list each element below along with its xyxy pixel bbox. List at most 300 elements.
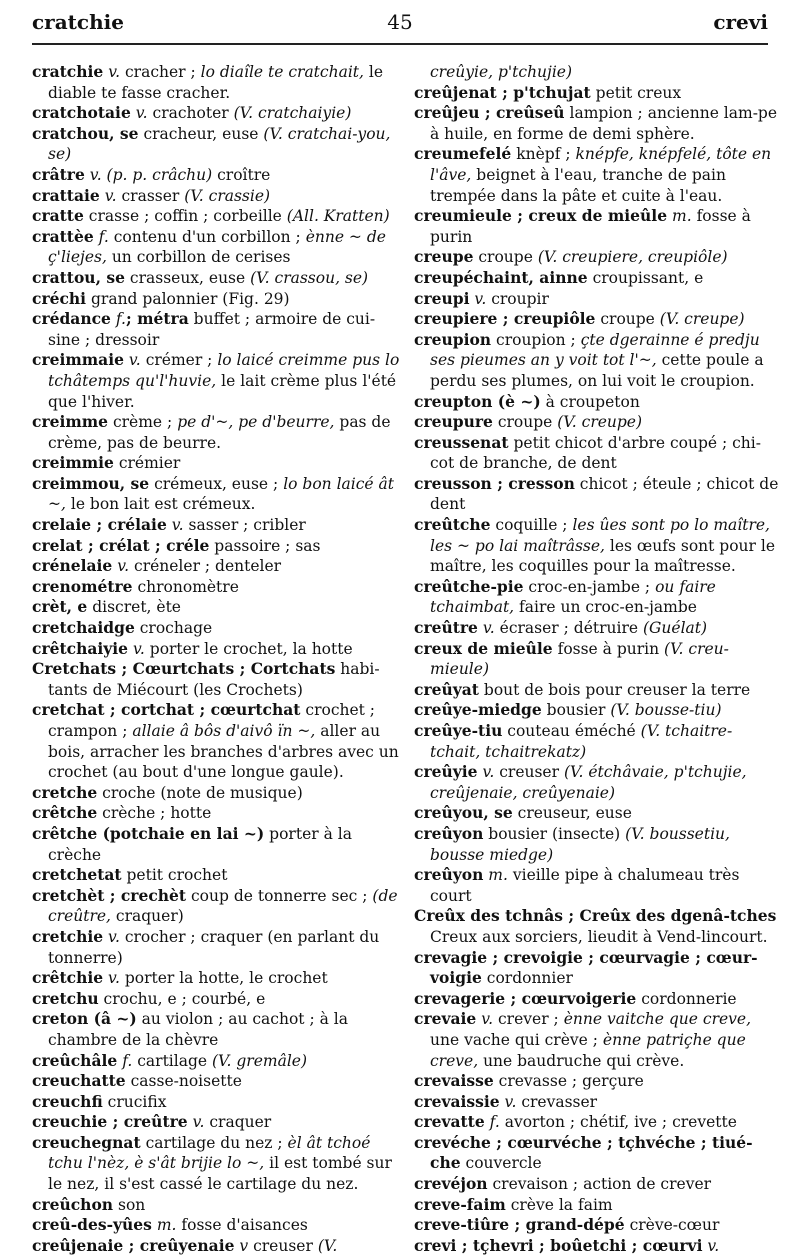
dictionary-entry [414,268,779,289]
headword: creve-tiûre ; grand-dépé [414,1215,625,1235]
grammar-note: v. [108,63,121,81]
headword: cretchu [32,988,99,1008]
dictionary-entry [32,309,404,350]
dictionary-entry [414,392,779,413]
definition: casse-noisette [130,1072,242,1091]
definition: son [118,1195,146,1214]
dictionary-entry [32,989,404,1010]
definition: petit crochet [126,866,228,885]
grammar-note: v. [108,927,120,946]
headword: creûtre [414,618,478,638]
headword: creûtche-pie [414,576,524,596]
grammar-note: f. [122,1051,133,1070]
dictionary-entry [32,597,404,618]
headword: crevaissie [414,1091,500,1111]
example: (de creûtre, [48,886,398,926]
headword: creûyie [414,762,478,782]
definition: fosse d'aisances [181,1216,308,1235]
definition: discret, ète [92,598,181,617]
grammar-note: v. [482,763,495,782]
definition: crever ; [498,1010,559,1029]
running-head-right: crevi [713,10,768,34]
definition: au violon ; au cachot ; à la chambre de la chèvre [48,1010,348,1049]
example: (V. creupe) [557,413,643,432]
definition: passoire ; sas [214,536,321,555]
translation: une baudruche qui crève. [483,1051,685,1070]
example: (V. étchâvaie, p'tchujie, creûjenaie, creûyenaie) [430,763,747,802]
definition: couteau éméché [507,722,636,740]
headword: crevéjon [414,1174,488,1194]
headword: cratchotaie [32,103,131,123]
dictionary-entry [32,865,404,886]
dictionary-entry [414,1236,779,1256]
right-column [414,62,779,1256]
dictionary-entry [32,206,404,227]
grammar-note: m. [672,207,692,226]
definition: crevaison ; action de crever [492,1175,712,1194]
translation: aller au bois, arracher les branches d'arbres avec un crochet (au bout d'une longue gaule). [48,722,399,782]
headword: creuchatte [32,1071,126,1091]
dictionary-entry [32,62,404,103]
dictionary-entry [32,700,404,782]
definition: crochu, e ; courbé, e [103,989,266,1008]
headword: crénelaie [32,556,113,576]
definition: crève-cœur [629,1216,720,1235]
dictionary-entry [32,618,404,639]
dictionary-entry [414,1215,779,1236]
dictionary-entry [32,186,404,207]
headword: crattaie [32,185,100,205]
headword: crêtchaiyie [32,638,129,658]
headword: crelat ; crélat ; créle [32,535,210,555]
headword: creimmie [32,453,114,473]
definition: crochet ; crampon ; [48,701,376,740]
dictionary-entry [414,474,779,515]
example: lo bon laicé ât ~, [48,474,394,514]
dictionary-entry [32,1236,404,1256]
definition: crachoter [152,104,229,123]
definition: croupion ; [496,330,576,349]
dictionary-entry [414,515,779,577]
dictionary-entry [32,350,404,412]
dictionary-entry [32,412,404,453]
dictionary-entry [32,886,404,927]
headword: creupéchaint, ainne [414,267,588,287]
definition: porter à la crèche [48,824,352,864]
headword: crevagie ; crevoigie ; cœurvagie ; cœur-voigie [414,947,758,988]
grammar-note: f. [489,1113,500,1132]
dictionary-entry [414,1195,779,1216]
headword: creupure [414,412,493,432]
example: (V. creupiere, creupiôle) [537,248,728,267]
translation: les œufs sont pour le maître, les coquilles pour la maîtresse. [430,536,775,576]
definition: petit chicot d'arbre coupé ; chi-cot de branche, de dent [430,433,761,473]
dictionary-entry [414,948,779,989]
grammar-note: f. [115,310,126,329]
dictionary-entry [414,618,779,639]
definition: couvercle [465,1154,542,1173]
headword: creussenat [414,432,509,452]
grammar-note: v. [707,1236,720,1255]
headword: creûyat [414,679,479,699]
grammar-note: v. [128,351,141,370]
definition: cartilage du nez ; [145,1133,283,1152]
dictionary-entry [414,83,779,104]
dictionary-entry [32,1112,404,1133]
headword: creûyou, se [414,803,513,823]
dictionary-entry [32,927,404,968]
definition: créneler ; denteler [134,557,282,576]
headword: cratte [32,206,84,226]
headword: crevagerie ; cœurvoigerie [414,988,637,1008]
headword: cretche [32,782,98,802]
example: (V. [317,1236,338,1255]
dictionary-entry [414,1092,779,1113]
definition: croître [217,165,271,184]
definition: fosse à purin [430,207,751,246]
headword: crevatte [414,1112,485,1132]
dictionary-entry [414,433,779,474]
definition: croupe [478,248,533,267]
definition: knèpf ; [516,145,571,164]
dictionary-entry [32,124,404,165]
headword: creton (â ~) [32,1009,137,1029]
headword: creumieule ; creux de mieûle [414,206,668,226]
headword: creûye-tiu [414,721,503,740]
definition: crevasse ; gerçure [498,1072,644,1091]
dictionary-entry [414,309,779,330]
example: (V. boussetiu, bousse miedge) [430,824,730,864]
headword: creux de mieûle [414,638,553,658]
grammar-note: v. (p. p. crâchu) [89,165,213,184]
grammar-note: v. [132,639,145,658]
definition: creuser [499,763,560,782]
headword: creû-des-yûes [32,1215,152,1235]
grammar-note: v. [171,516,184,535]
headword: creupi [414,288,470,308]
definition: crèche ; hotte [102,804,212,823]
example: èl ât tchoé tchu l'nèz, è s'ât brijie lo ~, [48,1133,371,1173]
definition: croupe [497,413,553,432]
definition: coquille ; [495,516,568,535]
headword: creve-faim [414,1194,506,1214]
example: (V. bousse-tiu) [610,701,722,720]
definition: crochage [139,619,213,638]
definition: cordonnier [486,969,573,988]
definition: cracheur, euse [143,124,259,143]
headword: creuchfi [32,1091,103,1111]
definition: croupir [491,289,549,308]
example: (V. creupe) [659,310,745,329]
example: les ûes sont po lo maître, les ~ po lai maîtrâsse, [430,516,770,555]
definition: crème ; [112,413,173,432]
dictionary-entry [414,62,779,83]
left-column [32,62,404,1256]
headword: creûchâle [32,1050,118,1070]
definition: fosse à purin [557,639,660,658]
dictionary-entry [414,721,779,762]
headword: creimmou, se [32,473,150,493]
headword: ; métra [125,309,189,329]
dictionary-entry [414,865,779,906]
definition: crémeux, euse ; [154,474,279,493]
dictionary-entry [414,1133,779,1174]
headword: creuchie ; creûtre [32,1112,188,1132]
translation: le bon lait est crémeux. [70,495,256,514]
dictionary-entry [414,1174,779,1195]
headword: cretchie [32,926,104,946]
definition: craquer [209,1113,272,1132]
dictionary-entry [32,474,404,515]
example: ou faire tchaimbat, [430,577,716,617]
definition: Creux aux sorciers, lieudit à Vend-lincourt. [430,927,768,946]
dictionary-entry [32,536,404,557]
headword: cretchetat [32,865,122,885]
dictionary-entry [32,103,404,124]
dictionary-entry [32,577,404,598]
dictionary-entry [32,165,404,186]
example: çte dgerainne é predju ses pieumes an y voit tot l'~, [430,330,760,370]
headword: cretchèt ; crechèt [32,885,187,905]
definition: cracher ; [125,63,196,81]
definition: contenu d'un corbillon ; [113,227,301,246]
headword: cretchat ; cortchat ; cœurtchat [32,700,301,720]
dictionary-entry [414,412,779,433]
dictionary-entry [414,906,779,947]
grammar-note: v [239,1236,249,1255]
definition: crasse ; coffin ; corbeille [88,207,282,226]
headword: crevéche ; cœurvéche ; tçhvéche ; tiué-che [414,1132,753,1173]
headword: crevaisse [414,1071,494,1091]
example: ènne vaitche que creve, [563,1010,752,1029]
headword: crèt, e [32,597,88,617]
headword: creûyon [414,865,484,885]
headword: creupion [414,329,492,349]
definition: crocher ; craquer (en parlant du tonnerre) [48,927,380,967]
definition: habi-tants de Miécourt (les Crochets) [48,660,380,699]
page-number: 45 [387,10,413,34]
headword: crâtre [32,164,85,184]
dictionary-entry [414,103,779,144]
grammar-note: v. [482,619,495,638]
example: ènne ~ de ç'liejes, [48,227,386,267]
grammar-note: v. [104,186,117,205]
headword: crédance [32,309,111,329]
dictionary-entry [414,289,779,310]
definition: croupissant, e [592,268,704,287]
dictionary-entry [32,227,404,268]
dictionary-entry [32,968,404,989]
example: ènne patriçhe que creve, [430,1030,746,1070]
translation: cette poule a perdu ses plumes, on lui voit le croupion. [430,351,764,390]
grammar-note: v. [481,1010,494,1029]
dictionary-entry [414,330,779,392]
dictionary-entry [32,515,404,536]
headword: crevaie [414,1009,477,1029]
translation: il est tombé sur le nez, il s'est cassé le cartilage du nez. [48,1154,392,1194]
definition: cordonnerie [641,989,737,1008]
dictionary-entry [32,783,404,804]
definition: à croupeton [545,392,640,411]
definition: chronomètre [137,577,239,596]
headword: crêtche [32,803,98,823]
grammar-note: v. [117,557,130,576]
headword: creuchegnat [32,1132,141,1152]
grammar-note: v. [474,289,487,308]
headword: crattèe [32,226,94,246]
grammar-note: f. [98,227,109,246]
headword: Cretchats ; Cœurtchats ; Cortchats [32,659,336,679]
dictionary-entry [414,989,779,1010]
headword: crevi ; tçhevri ; boûetchi ; cœurvi [414,1235,703,1255]
example: (V. cratchai-you, se) [48,124,391,164]
headword: crenométre [32,576,133,596]
translation: le lait crème plus l'été que l'hiver. [48,371,397,411]
definition: crémer ; [145,351,213,370]
translation: une vache qui crève ; [430,1030,598,1049]
dictionary-entry [32,639,404,660]
grammar-note: v. [192,1113,205,1132]
header-rule [32,43,768,45]
headword: creûjenaie ; creûyenaie [32,1235,235,1255]
dictionary-entry [414,144,779,206]
headword: creûyon [414,823,484,843]
dictionary-entry [32,824,404,865]
definition: grand palonnier (Fig. 29) [91,289,290,308]
dictionary-entry [32,1051,404,1072]
dictionary-entry [32,268,404,289]
dictionary-entry [32,289,404,310]
dictionary-entry [32,1133,404,1195]
headword: cretchaidge [32,618,135,638]
dictionary-entry [414,247,779,268]
headword: creûjenat ; p'tchujat [414,82,591,102]
definition: chicot ; éteule ; chicot de dent [430,474,779,514]
dictionary-entry [414,639,779,680]
translation: le diable te fasse cracher. [48,63,384,102]
dictionary-entry [32,659,404,700]
definition: lampion ; ancienne lam-pe à huile, en forme de demi sphère. [430,104,778,143]
headword: crelaie ; crélaie [32,515,167,535]
dictionary-entry [32,1092,404,1113]
example: (V. tchaitre-tchait, tchaitrekatz) [430,722,733,761]
headword: Creûx des tchnâs ; Creûx des dgenâ-tches [414,906,777,926]
definition: écraser ; détruire [499,619,639,638]
headword: cratchie [32,62,104,81]
definition: crève la faim [510,1195,613,1214]
definition: crevasser [521,1092,598,1111]
definition: bout de bois pour creuser la terre [483,680,751,699]
definition: crasser [121,186,180,205]
definition: sasser ; cribler [188,516,306,535]
definition: coup de tonnerre sec ; [191,886,368,905]
translation: craquer) [115,907,184,926]
definition: petit creux [595,83,682,102]
definition: crasseux, euse [129,268,246,287]
grammar-note: v. [504,1092,517,1111]
grammar-note: m. [156,1216,177,1235]
running-head-left: cratchie [32,10,124,34]
translation: pas de crème, pas de beurre. [48,413,391,452]
example: (V. cratchaiyie) [233,104,352,123]
grammar-note: v. [135,104,148,123]
dictionary-entry [32,556,404,577]
headword: crêtchie [32,968,104,988]
dictionary-entry [32,1009,404,1050]
dictionary-entry [414,1009,779,1071]
example: (V. crassou, se) [250,268,369,287]
definition: avorton ; chétif, ive ; crevette [504,1113,737,1132]
example: lo laicé creimme pus lo tchâtemps qu'l'huvie, [48,351,400,390]
headword: creupe [414,247,474,267]
dictionary-entry [414,577,779,618]
dictionary-entry [414,1071,779,1092]
dictionary-entry [414,680,779,701]
example: lo diaîle te cratchait, [200,63,364,81]
headword: creûye-miedge [414,700,542,720]
definition: porter le crochet, la hotte [149,639,353,658]
dictionary-entry [32,1071,404,1092]
dictionary-entry [414,1112,779,1133]
headword: creûtche [414,515,491,535]
headword: creupton (è ~) [414,391,541,411]
example: (Guélat) [642,619,708,638]
dictionary-entry [414,700,779,721]
definition: bousier (insecte) [488,824,621,843]
translation: faire un croc-en-jambe [519,598,697,617]
translation: beignet à l'eau, tranche de pain trempée dans la pâte et cuite à l'eau. [430,165,726,205]
headword: creupiere ; creupiôle [414,309,596,329]
dictionary-entry [414,803,779,824]
grammar-note: v. [108,969,120,988]
dictionary-entry [414,824,779,865]
example: pe d'~, pe d'beurre, [177,413,335,432]
headword: créchi [32,288,87,308]
headword: creimme [32,412,109,432]
headword: cratchou, se [32,123,139,143]
dictionary-entry [414,206,779,247]
definition: croupe [600,310,655,329]
page-header [32,10,768,40]
definition: croc-en-jambe ; [528,577,651,596]
headword: crattou, se [32,267,125,287]
definition: buffet ; armoire de cui-sine ; dressoir [48,310,376,349]
example: creûyie, p'tchujie) [430,63,573,81]
definition: croche (note de musique) [102,783,303,802]
definition: porter la hotte, le crochet [124,969,328,988]
example: (V. crassie) [184,186,271,205]
dictionary-entry [32,803,404,824]
example: knépfe, knépfelé, tôte en l'âve, [430,145,772,184]
example: (V. gremâle) [212,1051,308,1070]
grammar-note: m. [488,866,508,885]
headword: creumefelé [414,144,512,164]
dictionary-entry [32,1195,404,1216]
definition: vieille pipe à chalumeau très court [430,866,740,905]
definition: cartilage [137,1051,208,1070]
headword: crêtche (potchaie en lai ~) [32,823,265,843]
dictionary-entry [32,1215,404,1236]
dictionary-entry [32,453,404,474]
dictionary-entry [414,762,779,803]
headword: creûjeu ; creûseû [414,103,565,123]
definition: creuseur, euse [517,804,632,823]
example: (All. Kratten) [286,207,390,226]
example: (V. creu-mieule) [430,639,729,679]
headword: creûchon [32,1194,114,1214]
definition: crucifix [107,1092,167,1111]
definition: crémier [118,454,181,473]
